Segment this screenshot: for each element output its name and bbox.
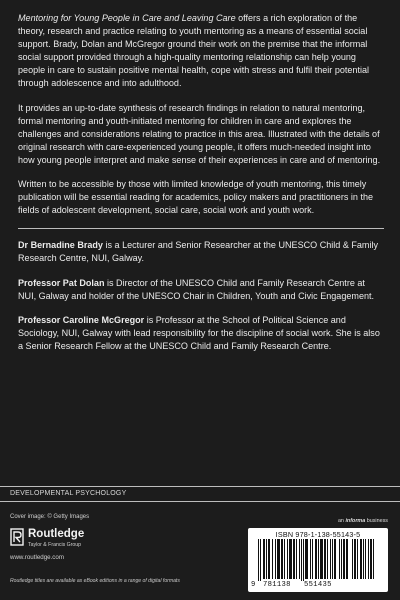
blurb-paragraph-1-text: offers a rich exploration of the theory, research and practice relating to youth mentoring as a means of essential social support. Brady, Dolan and McGregor ground their work on the premise that the informal social support provided through a high-quality mentoring relationship can help young people in care to sustain positive mental health, cope with stress and fulfil their potential through adolescence and into adulthood. [18,13,370,89]
author-name-3: Professor Caroline McGregor [18,314,145,325]
blurb-paragraph-2: It provides an up-to-date synthesis of research findings in relation to natural mentoring, formal mentoring and youth-initiated mentoring for children in care and explores the challenges and considerations relating to practice in this area. Illustrated with the details of original research with care-experienced young people, it offers much-needed insight into how young people interpret and make sense of their experiences in care and of mentoring. [18,102,381,165]
informa-suffix: business [365,518,388,524]
footer-divider-bottom [0,501,400,502]
author-name-1: Dr Bernadine Brady [18,240,103,251]
publisher-logo [10,526,120,566]
back-cover-text [18,12,384,364]
routledge-logo-icon [10,528,24,546]
publisher-name: Routledge [28,528,85,540]
ean-left-group: 781138 [263,581,291,589]
price-barcode-icon [352,539,380,581]
author-name-2: Professor Pat Dolan [18,277,105,288]
cover-credit: Cover image: © Getty Images [10,514,90,520]
publisher-group: Taylor & Francis Group [28,542,82,548]
ebook-note: Routledge titles are available as eBook editions in a range of digital formats [10,578,180,584]
ean-right-group: 551435 [304,581,332,589]
isbn-label: ISBN 978-1-138-55143-5 [275,530,361,539]
author-bio-text-3: is Professor at the School of Political Science and Sociology, NUI, Galway with lead responsibility for the discipline of social work. She is also a Senior Research Fellow at the UNESCO Child and Family Research Centre. [18,314,380,351]
blurb-paragraph-1 [18,12,384,91]
subject-category: DEVELOPMENTAL PSYCHOLOGY [10,490,127,497]
barcode-icon [258,539,348,581]
author-bio-1 [18,239,384,265]
author-bio-2 [18,277,384,303]
publisher-url: www.routledge.com [10,554,64,561]
section-divider [18,228,384,229]
footer-divider-top [0,486,400,487]
blurb-paragraph-3: Written to be accessible by those with limited knowledge of youth mentoring, this timely publication will be essential reading for academics, policy makers and practitioners in the fields of adolescent development, social care, social work and youth work. [18,179,374,216]
book-title: Mentoring for Young People in Care and Leaving Care [18,13,236,23]
author-bio-text-1: is a Lecturer and Senior Researcher at the UNESCO Child & Family Research Centre, NUI, Galway. [18,240,379,264]
author-bio-text-2: is Director of the UNESCO Child and Family Research Centre at NUI, Galway and holder of the UNESCO Chair in Children, Youth and Civic Engagement. [18,277,375,301]
author-bio-3 [18,314,384,353]
isbn-barcode-panel [248,528,388,592]
informa-brand: informa [345,518,366,524]
informa-business-tag [338,518,388,524]
ean-first-digit: 9 [251,581,256,589]
informa-prefix: an [337,518,346,524]
